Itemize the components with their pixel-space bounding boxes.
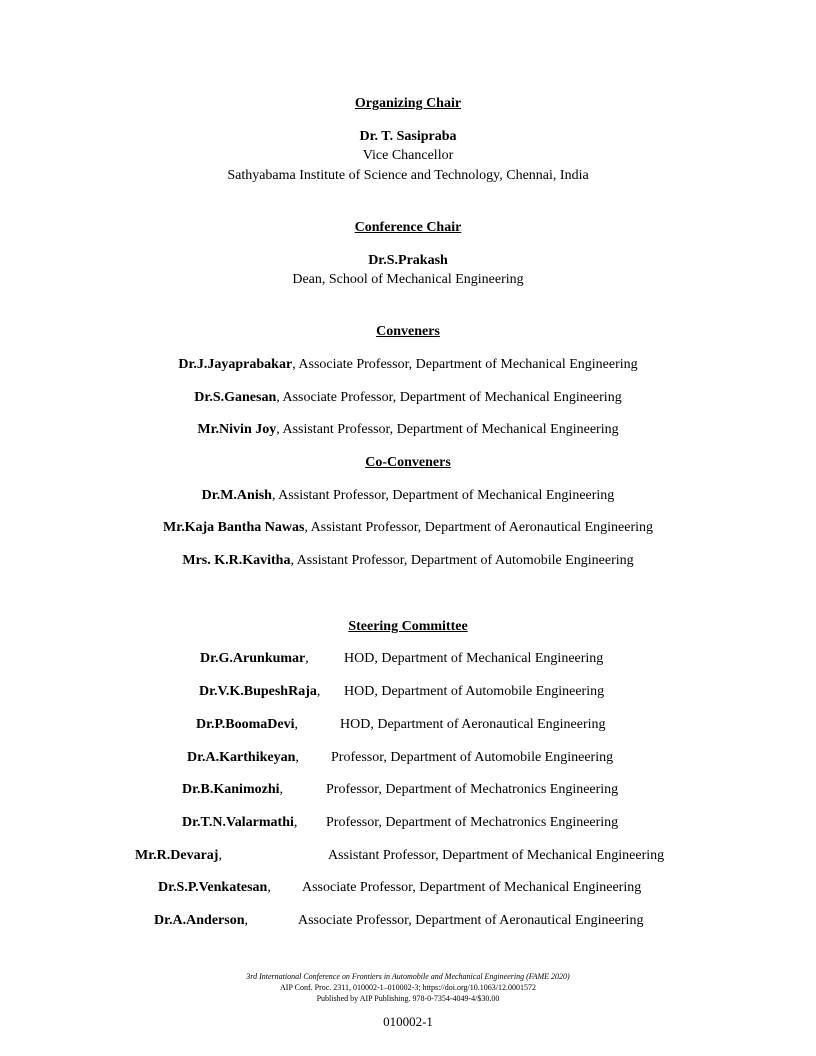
steering-member-role: Associate Professor, Department of Mechanical Engineering — [302, 880, 642, 895]
convener-role: , Associate Professor, Department of Mechanical Engineering — [292, 357, 638, 372]
organizing-chair-title: Vice Chancellor — [362, 148, 454, 163]
co-convener-role: , Assistant Professor, Department of Automobile Engineering — [290, 553, 634, 568]
steering-member-row — [0, 750, 816, 770]
steering-member-role: Assistant Professor, Department of Mechanical Engineering — [328, 848, 665, 863]
co-convener-entry — [0, 553, 816, 569]
steering-member-row — [0, 848, 816, 868]
steering-member-row — [0, 717, 816, 737]
page-number: 010002-1 — [383, 1014, 433, 1029]
convener-entry — [0, 357, 816, 373]
steering-member-name: Dr.A.Karthikeyan, — [187, 750, 299, 765]
steering-member-role: HOD, Department of Automobile Engineering — [344, 684, 605, 699]
footer-conference-line: 3rd International Conference on Frontiers in Automobile and Mechanical Engineering (FAME 2020) — [246, 972, 570, 981]
co-conveners-heading: Co-Conveners — [365, 455, 451, 470]
steering-member-role: HOD, Department of Mechanical Engineering — [344, 651, 604, 666]
co-convener-role: , Assistant Professor, Department of Aeronautical Engineering — [304, 520, 653, 535]
organizing-chair-name: Dr. T. Sasipraba — [359, 129, 457, 144]
footer-publisher-line: Published by AIP Publishing. 978-0-7354-4049-4/$30.00 — [316, 994, 500, 1003]
steering-member-role: Professor, Department of Mechatronics Engineering — [326, 782, 619, 797]
steering-member-name: Dr.B.Kanimozhi, — [182, 782, 283, 797]
steering-member-row — [0, 684, 816, 704]
steering-member-name: Dr.P.BoomaDevi, — [196, 717, 299, 732]
co-convener-name: Mr.Kaja Bantha Nawas — [162, 520, 305, 535]
conference-chair-heading: Conference Chair — [354, 220, 462, 235]
convener-name: Dr.J.Jayaprabakar — [178, 357, 293, 372]
footer-citation-line: AIP Conf. Proc. 2311, 010002-1–010002-3; https://doi.org/10.1063/12.0001572 — [280, 983, 536, 992]
convener-entry — [0, 422, 816, 438]
co-convener-role: , Assistant Professor, Department of Mechanical Engineering — [271, 488, 615, 503]
steering-member-role: Professor, Department of Automobile Engineering — [331, 750, 614, 765]
steering-member-role: Associate Professor, Department of Aeronautical Engineering — [298, 913, 644, 928]
steering-member-row — [0, 782, 816, 802]
convener-name: Mr.Nivin Joy — [197, 422, 277, 437]
conveners-heading: Conveners — [376, 324, 440, 339]
convener-entry — [0, 390, 816, 406]
convener-name: Dr.S.Ganesan — [194, 390, 277, 405]
steering-member-name: Dr.G.Arunkumar, — [200, 651, 309, 666]
convener-role: , Assistant Professor, Department of Mechanical Engineering — [276, 422, 619, 437]
conference-chair-title: Dean, School of Mechanical Engineering — [292, 272, 524, 287]
steering-committee-heading: Steering Committee — [348, 619, 468, 634]
steering-member-row — [0, 880, 816, 900]
steering-member-role: HOD, Department of Aeronautical Engineering — [340, 717, 606, 732]
organizing-chair-heading: Organizing Chair — [354, 96, 462, 111]
steering-member-row — [0, 913, 816, 933]
steering-member-name: Dr.A.Anderson, — [154, 913, 248, 928]
co-convener-entry — [0, 520, 816, 536]
steering-member-role: Professor, Department of Mechatronics Engineering — [326, 815, 619, 830]
steering-member-name: Dr.T.N.Valarmathi, — [182, 815, 298, 830]
steering-member-name: Dr.S.P.Venkatesan, — [158, 880, 271, 895]
co-convener-entry — [0, 488, 816, 504]
steering-member-row — [0, 651, 816, 671]
steering-member-row — [0, 815, 816, 835]
steering-member-name: Mr.R.Devaraj, — [135, 848, 222, 863]
co-convener-name: Dr.M.Anish — [201, 488, 272, 503]
convener-role: , Associate Professor, Department of Mechanical Engineering — [276, 390, 622, 405]
organizing-chair-institution: Sathyabama Institute of Science and Technology, Chennai, India — [227, 168, 589, 183]
conference-chair-name: Dr.S.Prakash — [368, 253, 448, 268]
steering-member-name: Dr.V.K.BupeshRaja, — [199, 684, 321, 699]
co-convener-name: Mrs. K.R.Kavitha — [182, 553, 291, 568]
